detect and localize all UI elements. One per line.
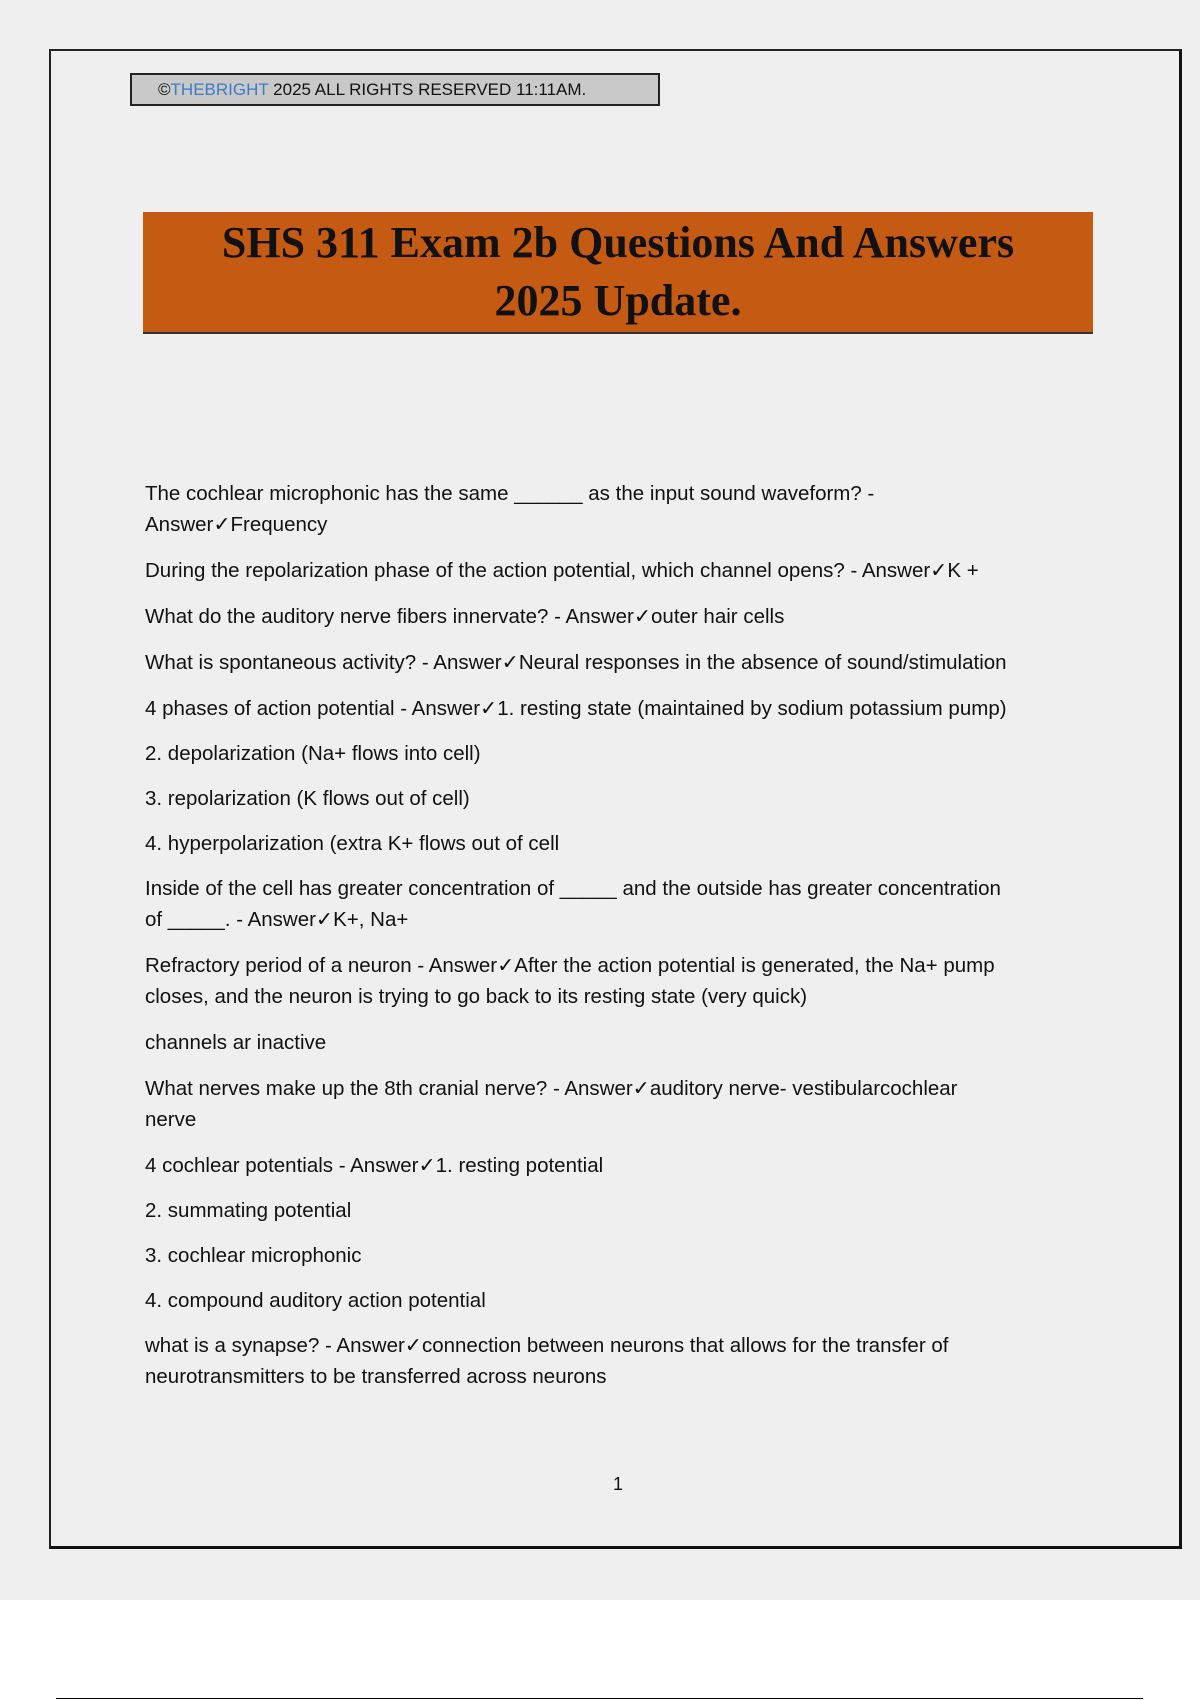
qa-entry (145, 1240, 1095, 1271)
entry-line: What nerves make up the 8th cranial nerve? - Answer✓auditory nerve- vestibularcochlear (145, 1077, 958, 1100)
title-line-1: SHS 311 Exam 2b Questions And Answers (221, 218, 1015, 267)
document-title (222, 214, 1014, 330)
entry-line: channels ar inactive (145, 1031, 327, 1054)
footer-divider (56, 1698, 1143, 1699)
entry-line: What is spontaneous activity? - Answer✓Neural responses in the absence of sound/stimulation (145, 651, 1007, 674)
entry-line: 4 cochlear potentials - Answer✓1. resting potential (145, 1154, 604, 1177)
qa-entry (145, 1195, 1095, 1226)
entry-line: nerve (145, 1108, 197, 1131)
qa-entry (145, 1330, 1095, 1392)
title-line-2: 2025 Update. (494, 276, 742, 325)
entry-line: Inside of the cell has greater concentration of _____ and the outside has greater concentration (145, 877, 1001, 900)
qa-entry (145, 555, 1095, 586)
qa-entry (145, 1027, 1095, 1058)
entry-line: 3. cochlear microphonic (145, 1244, 362, 1267)
qa-entry (145, 873, 1095, 935)
qa-entry (145, 1150, 1095, 1181)
entry-line: 2. depolarization (Na+ flows into cell) (145, 742, 481, 765)
copyright-banner (130, 73, 660, 106)
brand-name: THEBRIGHT (170, 80, 269, 99)
qa-list (145, 478, 1095, 1407)
title-banner (143, 212, 1093, 334)
entry-line: 2. summating potential (145, 1199, 352, 1222)
qa-entry (145, 693, 1095, 724)
entry-line: neurotransmitters to be transferred across neurons (145, 1365, 607, 1388)
qa-entry (145, 950, 1095, 1012)
entry-line: The cochlear microphonic has the same ______ as the input sound waveform? - (145, 482, 875, 505)
copyright-notice: 2025 ALL RIGHTS RESERVED 11:11AM. (268, 80, 587, 99)
qa-entry (145, 601, 1095, 632)
entry-line: 4. compound auditory action potential (145, 1289, 486, 1312)
entry-line: 4. hyperpolarization (extra K+ flows out of cell (145, 832, 560, 855)
entry-line: 4 phases of action potential - Answer✓1. resting state (maintained by sodium potassium pump) (145, 697, 1007, 720)
entry-line: What do the auditory nerve fibers innervate? - Answer✓outer hair cells (145, 605, 785, 628)
qa-entry (145, 1285, 1095, 1316)
qa-entry (145, 1073, 1095, 1135)
qa-entry (145, 647, 1095, 678)
qa-entry (145, 738, 1095, 769)
entry-line: of _____. - Answer✓K+, Na+ (145, 908, 409, 931)
page-number: 1 (612, 1474, 623, 1494)
entry-line: 3. repolarization (K flows out of cell) (145, 787, 470, 810)
qa-entry (145, 828, 1095, 859)
qa-entry (145, 783, 1095, 814)
copyright-symbol: © (158, 80, 171, 99)
entry-line: closes, and the neuron is trying to go back to its resting state (very quick) (145, 985, 808, 1008)
entry-line: During the repolarization phase of the action potential, which channel opens? - Answer✓K + (145, 559, 979, 582)
entry-line: Refractory period of a neuron - Answer✓After the action potential is generated, the Na+ pump (145, 954, 995, 977)
qa-entry (145, 478, 1095, 540)
entry-line: what is a synapse? - Answer✓connection between neurons that allows for the transfer of (145, 1334, 949, 1357)
entry-line: Answer✓Frequency (145, 513, 328, 536)
